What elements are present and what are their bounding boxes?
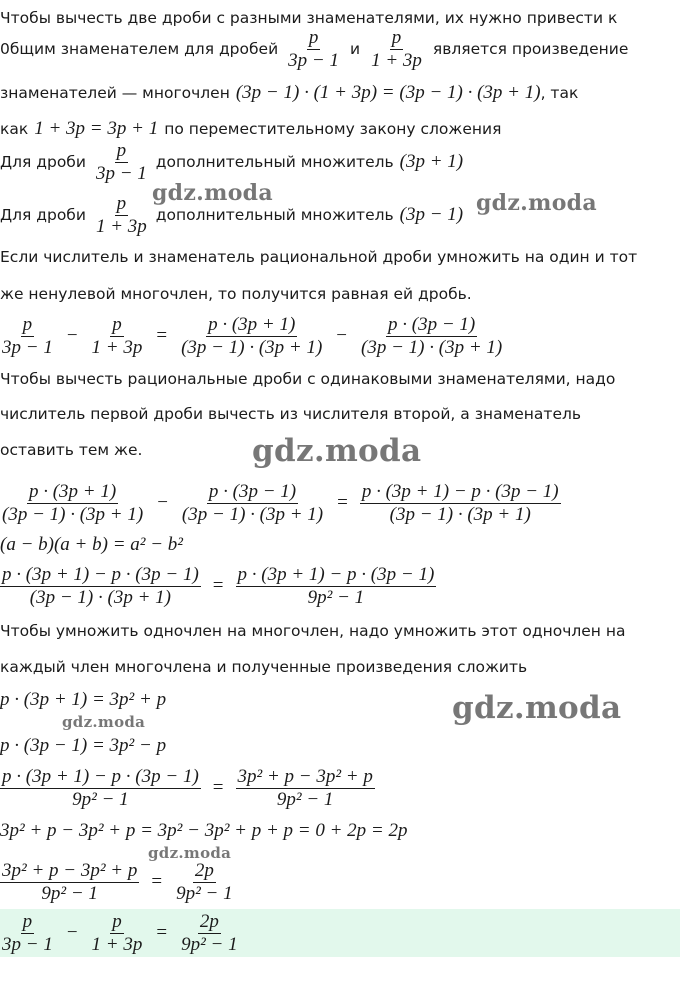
numerator: p xyxy=(22,313,33,335)
text-line-12: Чтобы умножить одночлен на многочлен, надо умножить этот одночлен на xyxy=(0,622,626,640)
fraction xyxy=(0,564,201,609)
expansion-2: p · (3p − 1) = 3p² − p xyxy=(0,735,167,756)
denominator: 9p² − 1 xyxy=(307,586,365,608)
text-line-10: числитель первой дроби вычесть из числителя второй, а знаменатель xyxy=(0,405,582,423)
formula: (3p − 1) xyxy=(399,204,464,225)
denominator: 9p² − 1 xyxy=(41,882,98,904)
denominator: 9p² − 1 xyxy=(176,882,233,904)
denominator: (3p − 1) · (3p + 1) xyxy=(181,336,323,358)
text-line-2 xyxy=(0,27,628,71)
text: и xyxy=(350,40,361,58)
numerator: 2p xyxy=(194,859,214,881)
text-line-8: же ненулевой многочлен, то получится равная ей дробь. xyxy=(0,285,472,303)
watermark: gdz.moda xyxy=(452,690,622,726)
text-line-7: Если числитель и знаменатель рациональной дроби умножить на один и тот xyxy=(0,248,638,266)
equation-1 xyxy=(0,311,507,361)
watermark: gdz.moda xyxy=(252,433,422,469)
numerator: p xyxy=(308,26,319,48)
numerator: p · (3p − 1) xyxy=(208,480,297,502)
text: является произведение xyxy=(432,40,629,58)
denominator: 9p² − 1 xyxy=(72,788,129,810)
text: по переместительному закону сложения xyxy=(164,120,502,138)
fraction xyxy=(0,766,201,811)
fraction xyxy=(236,564,437,609)
fraction xyxy=(0,911,55,956)
numerator: p xyxy=(112,313,122,335)
fraction xyxy=(90,314,145,359)
operator: = xyxy=(156,325,168,346)
text-line-1: Чтобы вычесть две дроби с разными знаменателями, их нужно привести к xyxy=(0,9,618,27)
text-line-4 xyxy=(0,117,501,141)
denominator: 3p − 1 xyxy=(95,162,147,184)
operator: − xyxy=(336,325,348,346)
numerator: p · (3p − 1) xyxy=(388,313,476,335)
fraction xyxy=(0,860,139,905)
fraction xyxy=(236,766,375,811)
fraction xyxy=(0,481,145,526)
denominator: 1 + 3p xyxy=(91,336,143,358)
formula: 1 + 3p = 3p + 1 xyxy=(34,118,159,139)
denominator: 3p − 1 xyxy=(288,49,339,71)
operator: = xyxy=(156,922,168,943)
fraction xyxy=(359,314,504,359)
fraction xyxy=(179,911,240,956)
fraction xyxy=(360,481,561,526)
text: Для дроби xyxy=(0,153,86,171)
fraction xyxy=(179,314,324,359)
denominator: 1 + 3p xyxy=(95,215,147,237)
denominator: (3p − 1) · (3p + 1) xyxy=(389,503,531,525)
operator: − xyxy=(157,492,168,513)
numerator: 3p² + p − 3p² + p xyxy=(2,859,138,881)
fraction xyxy=(369,27,424,72)
text-line-5 xyxy=(0,139,463,185)
expansion-1: p · (3p + 1) = 3p² + p xyxy=(0,689,167,710)
operator: − xyxy=(66,922,78,943)
operator: = xyxy=(337,492,348,513)
equation-5 xyxy=(0,856,238,908)
denominator: 3p − 1 xyxy=(2,933,53,955)
numerator: p xyxy=(22,910,33,932)
fraction xyxy=(90,911,145,956)
operator: = xyxy=(151,871,163,892)
equation-3 xyxy=(0,560,439,612)
fraction xyxy=(174,860,235,905)
text: дополнительный множитель xyxy=(155,153,394,171)
operator: − xyxy=(66,325,78,346)
simplification: 3p² + p − 3p² + p = 3p² − 3p² + p + p = 0 + 2p = 2p xyxy=(0,820,408,841)
fraction xyxy=(0,314,55,359)
text-line-3 xyxy=(0,80,578,106)
denominator: 9p² − 1 xyxy=(181,933,238,955)
numerator: p xyxy=(116,192,127,214)
numerator: 2p xyxy=(199,910,219,932)
denominator: (3p − 1) · (3p + 1) xyxy=(361,336,503,358)
text: , так xyxy=(540,84,579,102)
denominator: (3p − 1) · (3p + 1) xyxy=(2,503,144,525)
equation-4 xyxy=(0,762,378,814)
difference-of-squares: (a − b)(a + b) = a² − b² xyxy=(0,534,183,555)
operator: = xyxy=(212,777,224,798)
numerator: p · (3p + 1) − p · (3p − 1) xyxy=(361,480,559,502)
fraction xyxy=(94,140,149,185)
watermark: gdz.moda xyxy=(152,180,273,206)
denominator: 1 + 3p xyxy=(91,933,143,955)
numerator: p · (3p + 1) − p · (3p − 1) xyxy=(2,765,199,787)
fraction xyxy=(180,481,325,526)
operator: = xyxy=(212,575,224,596)
numerator: p · (3p + 1) xyxy=(208,313,296,335)
final-answer xyxy=(0,907,243,959)
numerator: p · (3p + 1) − p · (3p − 1) xyxy=(2,563,199,585)
text-line-13: каждый член многочлена и полученные произведения сложить xyxy=(0,658,528,676)
numerator: p · (3p + 1) xyxy=(28,480,117,502)
numerator: 3p² + p − 3p² + p xyxy=(237,765,373,787)
watermark: gdz.moda xyxy=(62,713,146,731)
text: Для дроби xyxy=(0,206,86,224)
equation-2 xyxy=(0,477,564,529)
numerator: p xyxy=(112,910,122,932)
denominator: 1 + 3p xyxy=(371,49,422,71)
fraction xyxy=(286,27,341,72)
denominator: (3p − 1) · (3p + 1) xyxy=(181,503,324,525)
denominator: 9p² − 1 xyxy=(276,788,334,810)
numerator: p · (3p + 1) − p · (3p − 1) xyxy=(237,563,435,585)
formula: (3p − 1) · (1 + 3p) = (3p − 1) · (3p + 1) xyxy=(235,82,541,103)
text: знаменателей — многочлен xyxy=(0,84,230,102)
text-line-9: Чтобы вычесть рациональные дроби с одинаковыми знаменателями, надо xyxy=(0,370,616,388)
text: как xyxy=(0,120,29,138)
fraction xyxy=(94,193,149,238)
numerator: p xyxy=(391,26,402,48)
text: дополнительный множитель xyxy=(155,206,394,224)
denominator: (3p − 1) · (3p + 1) xyxy=(29,586,171,608)
numerator: p xyxy=(116,139,127,161)
text: 0бщим знаменателем для дробей xyxy=(0,40,279,58)
formula: (3p + 1) xyxy=(399,151,464,172)
watermark: gdz.moda xyxy=(476,190,597,216)
watermark: gdz.moda xyxy=(148,844,232,862)
denominator: 3p − 1 xyxy=(2,336,53,358)
text-line-11: оставить тем же. xyxy=(0,441,143,459)
